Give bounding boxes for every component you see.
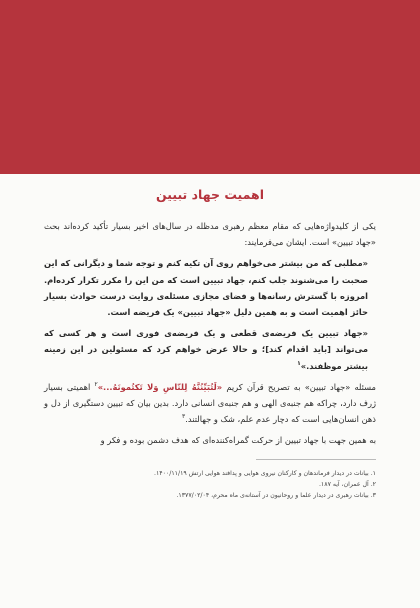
paragraph-2-body: اهمیتی بسیار ژرف دارد، چراکه هم جنبه‌ی الهی و هم جنبه‌ی انسانی دارد. بدین بیان که تبیین دستگیری از دل و ذهن انسان‌هایی است که دچار عدم علم، شک و جهالتند. xyxy=(44,381,376,425)
page-content xyxy=(44,180,376,501)
page-title: اهمیت جهاد تبیین xyxy=(156,187,264,202)
quran-verse: «لَتُبَيِّنُنَّهُ لِلنّاسِ وَلا تَكتُمونَهُ...» xyxy=(97,381,223,392)
header-banner xyxy=(0,0,420,174)
paragraph-2-intro: مسئله «جهاد تبیین» به تصریح قرآن کریم xyxy=(222,381,377,392)
footnote-divider xyxy=(256,459,376,460)
footnote-item: ۱. بیانات در دیدار فرماندهان و کارکنان نیروی هوایی و پدافند هوایی ارتش ۱۴۰۰/۱۱/۱۹. xyxy=(154,469,376,477)
quote-paragraph-1 xyxy=(44,255,376,320)
footnote-item: ۳. بیانات رهبری در دیدار علما و روحانیون در آستانه‌ی ماه محرم، ۱۳۷۷/۰۲/۰۴. xyxy=(176,491,376,499)
intro-paragraph: یکی از کلیدواژه‌هایی که مقام معظم رهبری مدظله در سال‌های اخیر بسیار تأکید کرده‌اند بحث «جهاد تبیین» است. ایشان می‌فرمایند: xyxy=(44,221,376,248)
quote-2-text: «جهاد تبیین یک فریضه‌ی قطعی و یک فریضه‌ی فوری است و هر کسی که می‌تواند [باید اقدام کند]؛ و حالا عرض خواهم کرد که مسئولین در این زمینه بیشتر موظفند.» xyxy=(44,328,368,371)
quote-paragraph-2 xyxy=(44,325,376,374)
footnote-marker-1: ۱ xyxy=(297,359,301,367)
footnote-item: ۲. آل عمران، آیه ۱۸۷. xyxy=(318,480,376,488)
footnote-marker-3: ۳ xyxy=(181,413,186,421)
paragraph-2 xyxy=(44,379,376,428)
footnotes xyxy=(44,468,376,501)
paragraph-3: به همین جهت با جهاد تبیین از حرکت گمراه‌کننده‌ای که هدف دشمن بوده و فکر و xyxy=(100,435,376,446)
quote-1-text: «مطلبی که من بیشتر می‌خواهم روی آن تکیه کنم و توجه شما و دیگرانی که این صحبت را می‌شنوند جلب کنم، جهاد تبیین است که من این را مکرر تکرار کرده‌ام. امروزه با گسترش رسانه‌ها و فضای مجازی مسئله‌ی روایت درست حوادث بسیار حائز اهمیت است و به همین دلیل «جهاد تبیین» یک فریضه است. xyxy=(44,258,368,318)
footnote-marker-2: ۲ xyxy=(94,381,98,389)
